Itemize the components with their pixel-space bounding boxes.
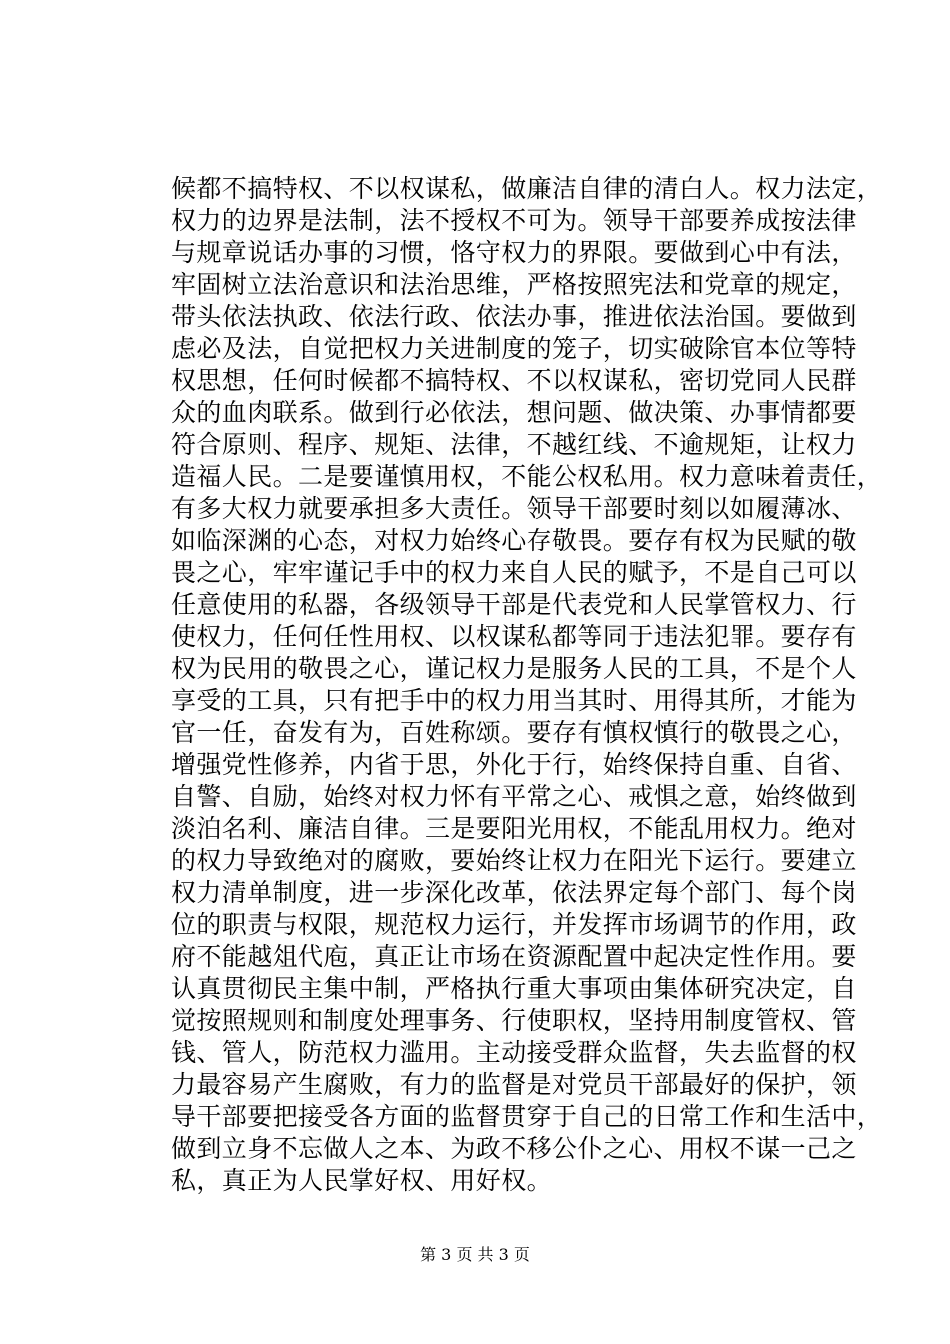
text-line: 做到立身不忘做人之本、为政不移公仆之心、用权不谋一己之: [171, 1134, 857, 1163]
text-line: 使权力，任何任性用权、以权谋私都等同于违法犯罪。要存有: [171, 622, 857, 651]
text-line: 与规章说话办事的习惯，恪守权力的界限。要做到心中有法，: [171, 238, 857, 267]
text-line: 力最容易产生腐败，有力的监督是对党员干部最好的保护，领: [171, 1070, 857, 1099]
text-line: 权思想，任何时候都不搞特权、不以权谋私，密切党同人民群: [171, 366, 857, 395]
text-line: 符合原则、程序、规矩、法律，不越红线、不逾规矩，让权力: [171, 430, 857, 459]
text-line: 导干部要把接受各方面的监督贯穿于自己的日常工作和生活中，: [171, 1102, 883, 1131]
text-line: 认真贯彻民主集中制，严格执行重大事项由集体研究决定，自: [171, 974, 857, 1003]
text-line: 淡泊名利、廉洁自律。三是要阳光用权，不能乱用权力。绝对: [171, 814, 857, 843]
text-line: 增强党性修养，内省于思，外化于行，始终保持自重、自省、: [171, 750, 857, 779]
text-line: 任意使用的私器，各级领导干部是代表党和人民掌管权力、行: [171, 590, 857, 619]
text-line: 造福人民。二是要谨慎用权，不能公权私用。权力意味着责任，: [171, 462, 883, 491]
text-line: 位的职责与权限，规范权力运行，并发挥市场调节的作用，政: [171, 910, 857, 939]
page-number-label: 第 3 页 共 3 页: [420, 1245, 530, 1264]
text-line: 权力清单制度，进一步深化改革，依法界定每个部门、每个岗: [171, 878, 857, 907]
text-line: 自警、自励，始终对权力怀有平常之心、戒惧之意，始终做到: [171, 782, 857, 811]
text-line: 如临深渊的心态，对权力始终心存敬畏。要存有权为民赋的敬: [171, 526, 857, 555]
text-line: 觉按照规则和制度处理事务、行使职权，坚持用制度管权、管: [171, 1006, 857, 1035]
text-line: 候都不搞特权、不以权谋私，做廉洁自律的清白人。权力法定，: [171, 174, 883, 203]
text-line: 府不能越俎代庖，真正让市场在资源配置中起决定性作用。要: [171, 942, 857, 971]
text-line: 牢固树立法治意识和法治思维，严格按照宪法和党章的规定，: [171, 270, 857, 299]
text-line: 带头依法执政、依法行政、依法办事，推进依法治国。要做到: [171, 302, 857, 331]
body-text: [171, 173, 883, 1197]
page-footer: [0, 1245, 950, 1265]
text-line: 众的血肉联系。做到行必依法，想问题、做决策、办事情都要: [171, 398, 857, 427]
text-line: 畏之心，牢牢谨记手中的权力来自人民的赋予，不是自己可以: [171, 558, 857, 587]
text-line: 权力的边界是法制，法不授权不可为。领导干部要养成按法律: [171, 206, 857, 235]
text-line: 权为民用的敬畏之心，谨记权力是服务人民的工具，不是个人: [171, 654, 857, 683]
text-line: 虑必及法，自觉把权力关进制度的笼子，切实破除官本位等特: [171, 334, 857, 363]
text-line: 官一任，奋发有为，百姓称颂。要存有慎权慎行的敬畏之心，: [171, 718, 857, 747]
text-line: 有多大权力就要承担多大责任。领导干部要时刻以如履薄冰、: [171, 494, 857, 523]
text-line: 钱、管人，防范权力滥用。主动接受群众监督，失去监督的权: [171, 1038, 857, 1067]
text-line: 的权力导致绝对的腐败，要始终让权力在阳光下运行。要建立: [171, 846, 857, 875]
text-line: 私，真正为人民掌好权、用好权。: [171, 1166, 553, 1195]
text-line: 享受的工具，只有把手中的权力用当其时、用得其所，才能为: [171, 686, 857, 715]
